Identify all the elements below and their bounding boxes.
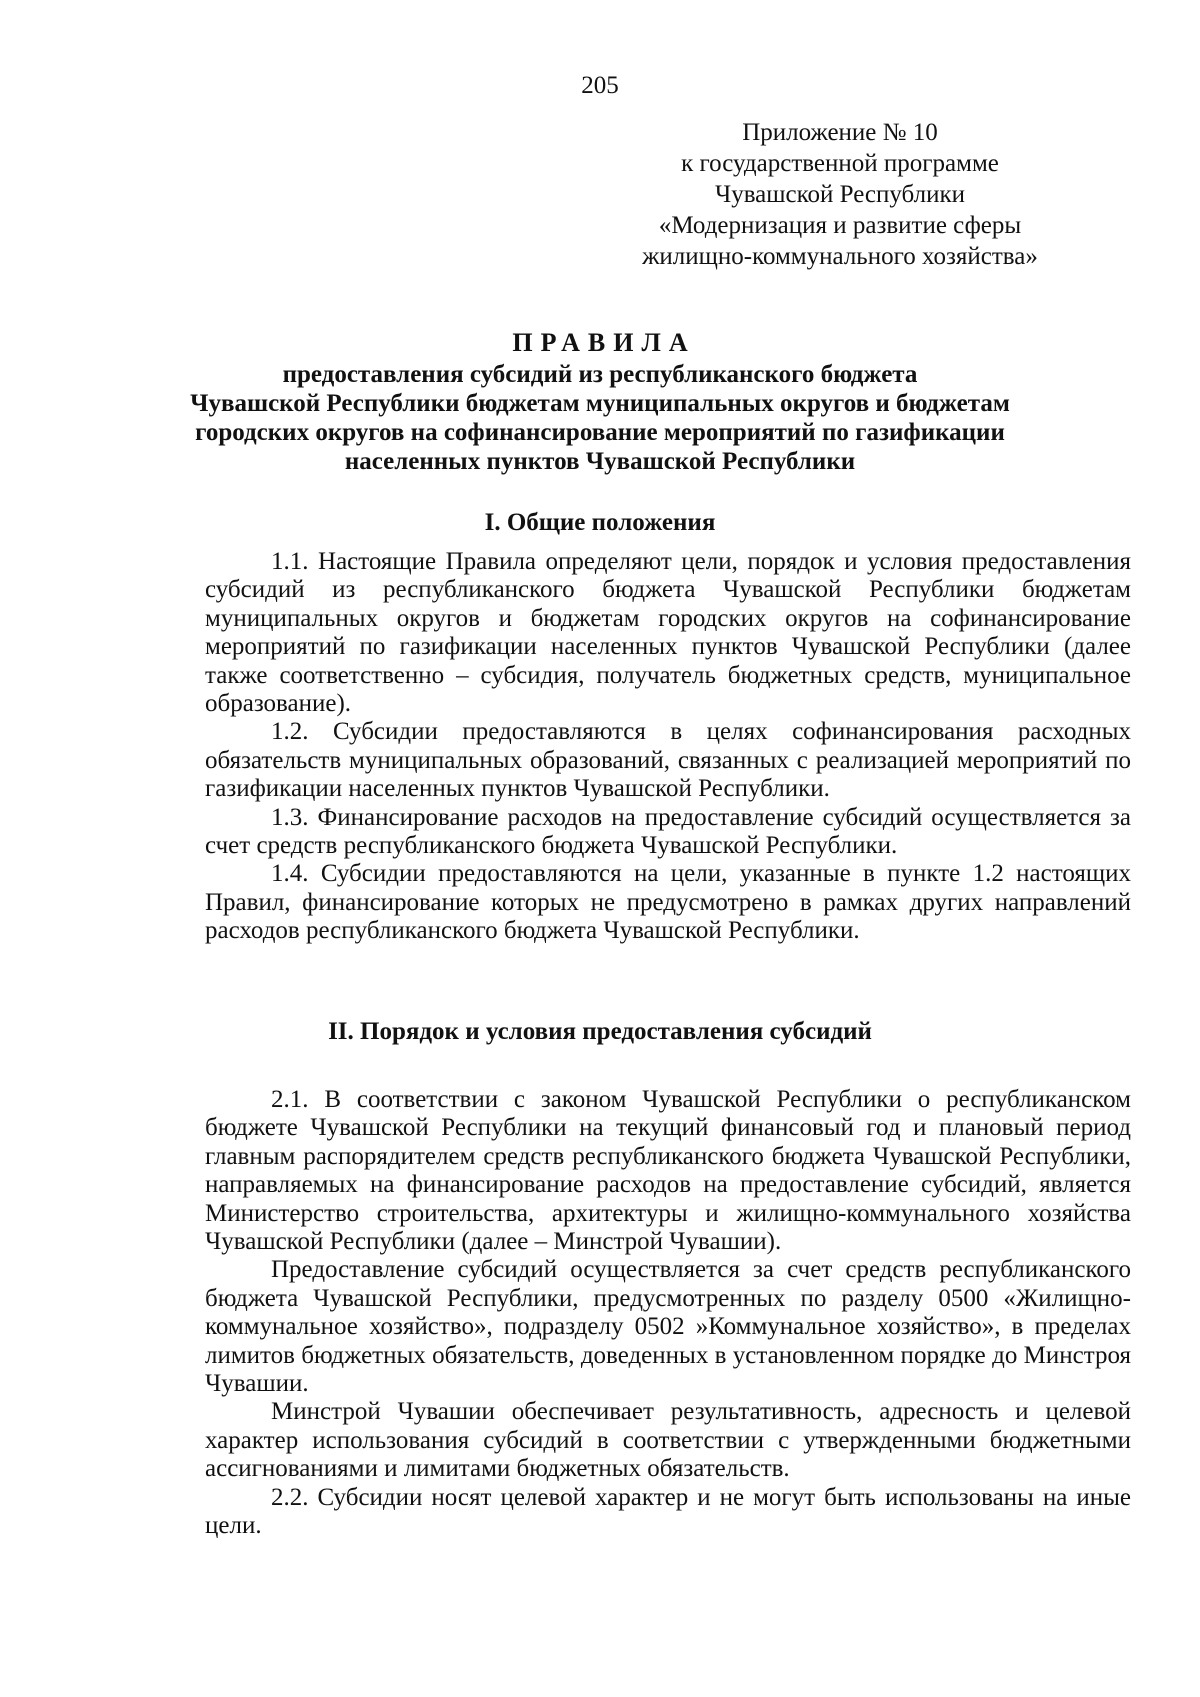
title-line: предоставления субсидий из республиканского бюджета: [282, 361, 918, 388]
paragraph: 1.1. Настоящие Правила определяют цели, порядок и условия предоставления субсидий из республиканского бюджета Чувашской Республики бюджетам муниципальных округов и бюджетам городских округов на софинансирование мероприятий по газификации населенных пунктов Чувашской Республики (далее также соответственно – субсидия, получатель бюджетных средств, муниципальное образование).: [205, 548, 1131, 718]
section-body-general: [205, 548, 1131, 946]
paragraph: Минстрой Чувашии обеспечивает результативность, адресность и целевой характер использования субсидий в соответствии с утвержденными бюджетными ассигнованиями и лимитами бюджетных обязательств.: [205, 1398, 1131, 1483]
title-line: городских округов на софинансирование мероприятий по газификации: [195, 419, 1005, 446]
section-body-procedure: [205, 1086, 1131, 1541]
appendix-line: Приложение № 10: [742, 119, 938, 146]
paragraph: 1.4. Субсидии предоставляются на цели, указанные в пункте 1.2 настоящих Правил, финансирование которых не предусмотрено в рамках других направлений расходов республиканского бюджета Чувашской Республики.: [205, 860, 1131, 945]
appendix-line: к государственной программе: [681, 150, 999, 177]
appendix-line: жилищно-коммунального хозяйства»: [642, 243, 1038, 270]
document-title: [150, 326, 1050, 476]
title-main: ПРАВИЛА: [512, 328, 696, 357]
paragraph: 2.1. В соответствии с законом Чувашской Республики о республиканском бюджете Чувашской Республики на текущий финансовый год и плановый период главным распорядителем средств республиканского бюджета Чувашской Республики, направляемых на финансирование расходов на предоставление субсидий, является Министерство строительства, архитектуры и жилищно-коммунального хозяйства Чувашской Республики (далее – Минстрой Чувашии).: [205, 1086, 1131, 1256]
paragraph: 1.2. Субсидии предоставляются в целях софинансирования расходных обязательств муниципальных образований, связанных с реализацией мероприятий по газификации населенных пунктов Чувашской Республики.: [205, 718, 1131, 803]
page-number: 205: [581, 72, 619, 99]
section-heading-general: I. Общие положения: [484, 509, 716, 536]
appendix-line: «Модернизация и развитие сферы: [658, 212, 1022, 239]
title-line: населенных пунктов Чувашской Республики: [344, 448, 856, 475]
appendix-line: Чувашской Республики: [714, 181, 966, 208]
paragraph: 1.3. Финансирование расходов на предоставление субсидий осуществляется за счет средств республиканского бюджета Чувашской Республики.: [205, 803, 1131, 860]
paragraph: Предоставление субсидий осуществляется за счет средств республиканского бюджета Чувашской Республики, предусмотренных по разделу 0500 «Жилищно-коммунальное хозяйство», подразделу 0502 »Коммунальное хозяйство», в пределах лимитов бюджетных обязательств, доведенных в установленном порядке до Минстроя Чувашии.: [205, 1256, 1131, 1398]
appendix-note: [630, 117, 1050, 272]
title-line: Чувашской Республики бюджетам муниципальных округов и бюджетам: [190, 390, 1010, 417]
paragraph: 2.2. Субсидии носят целевой характер и не могут быть использованы на иные цели.: [205, 1483, 1131, 1540]
title-subtitle: [150, 360, 1050, 476]
section-heading-procedure: II. Порядок и условия предоставления субсидий: [328, 1018, 872, 1045]
